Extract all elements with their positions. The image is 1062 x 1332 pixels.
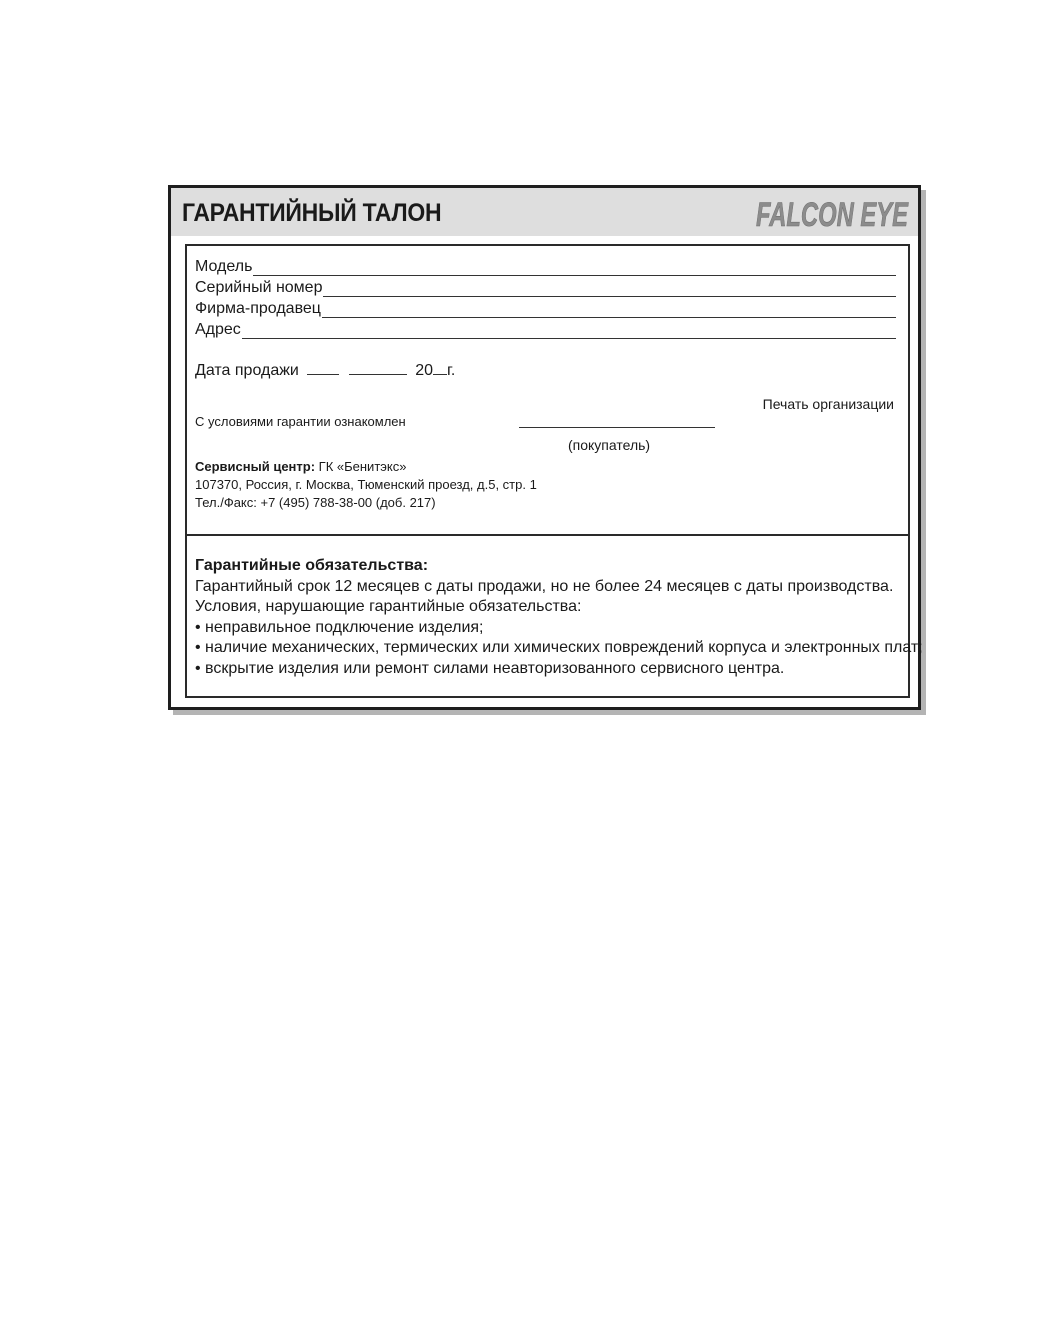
model-field[interactable] <box>195 256 896 276</box>
service-center-row <box>195 459 406 474</box>
violation-item: • наличие механических, термических или химических повреждений корпуса и электронных плат; <box>195 639 923 656</box>
year-prefix: 20 <box>415 362 434 379</box>
warranty-card <box>168 185 921 710</box>
warranty-terms-section <box>185 534 923 698</box>
sale-month-blank[interactable] <box>349 360 407 375</box>
serial-label: Серийный номер <box>195 279 323 296</box>
service-phone: Тел./Факс: +7 (495) 788-38-00 (доб. 217) <box>195 495 436 510</box>
violations-intro: Условия, нарушающие гарантийные обязательства: <box>195 598 582 615</box>
warranty-text <box>195 556 923 679</box>
address-blank[interactable] <box>242 322 896 339</box>
address-field[interactable] <box>195 319 896 339</box>
violation-item: • неправильное подключение изделия; <box>195 618 484 636</box>
card-header <box>171 188 918 236</box>
service-center-label: Сервисный центр: <box>195 459 316 474</box>
sale-date-row <box>195 360 455 380</box>
warranty-heading: Гарантийные обязательства: <box>195 557 429 574</box>
terms-ack-label: С условиями гарантии ознакомлен <box>195 414 406 429</box>
sale-year-blank[interactable] <box>433 360 447 375</box>
year-suffix: г. <box>447 362 456 379</box>
seller-field[interactable] <box>195 298 896 318</box>
falcon-eye-logo <box>752 190 912 234</box>
sale-day-blank[interactable] <box>307 360 339 375</box>
seller-label: Фирма-продавец <box>195 300 321 317</box>
model-label: Модель <box>195 258 253 275</box>
seller-blank[interactable] <box>322 301 896 318</box>
logo-text: FALCON EYE <box>756 196 909 234</box>
stamp-label: Печать организации <box>762 396 894 412</box>
model-blank[interactable] <box>253 259 896 276</box>
violation-item: • вскрытие изделия или ремонт силами неавторизованного сервисного центра. <box>195 659 785 677</box>
sale-info-section <box>185 244 910 536</box>
sale-date-label: Дата продажи <box>195 362 299 379</box>
service-center-name: ГК «Бенитэкс» <box>315 459 407 474</box>
service-address: 107370, Россия, г. Москва, Тюменский проезд, д.5, стр. 1 <box>195 477 537 492</box>
address-label: Адрес <box>195 321 241 338</box>
buyer-caption: (покупатель) <box>568 437 651 453</box>
serial-blank[interactable] <box>323 280 896 297</box>
card-title: ГАРАНТИЙНЫЙ ТАЛОН <box>182 199 442 227</box>
buyer-signature-line[interactable] <box>519 427 715 428</box>
warranty-period: Гарантийный срок 12 месяцев с даты продажи, но не более 24 месяцев с даты производства. <box>195 577 894 595</box>
serial-field[interactable] <box>195 277 896 297</box>
